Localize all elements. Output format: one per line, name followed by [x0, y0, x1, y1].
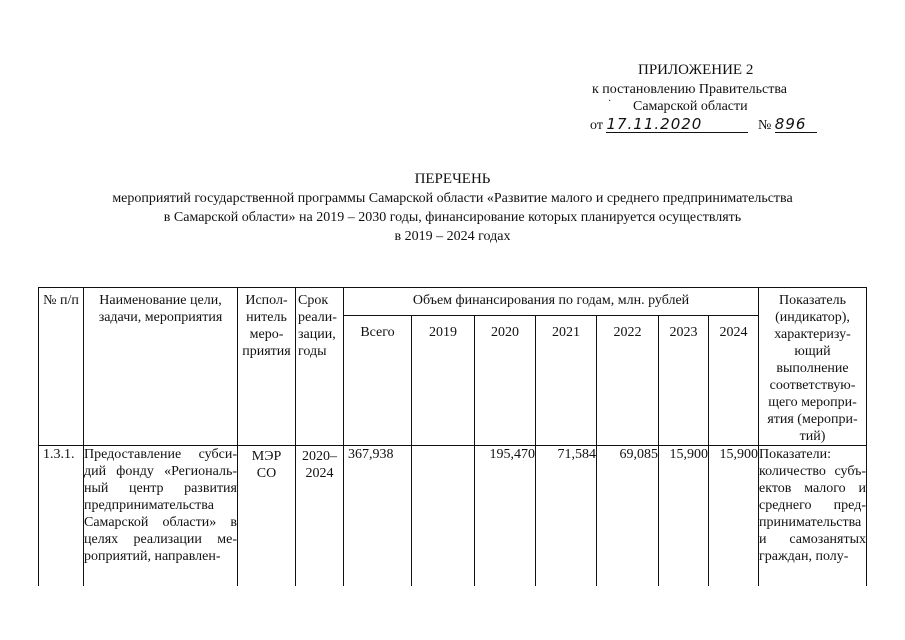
row-value-2024: 15,900: [709, 446, 759, 586]
header-indicator: Показатель (индикатор), характеризу-ющий выполнение соответствую-щего меропри-ятия (меропри-тий): [759, 288, 867, 446]
header-executor: Испол-нитель меро-приятия: [238, 288, 296, 446]
row-value-2021: 71,584: [536, 446, 597, 586]
row-indicator: Показатели: количество субъ-ектов малого и среднего пред-принимательства и самозанятых граждан, полу-: [759, 446, 867, 586]
header-col-2021: 2021: [536, 316, 597, 446]
heading-line-1: мероприятий государственной программы Самарской области «Развитие малого и среднего предпринимательства: [112, 191, 793, 206]
header-name: Наименование цели, задачи, мероприятия: [84, 288, 238, 446]
number-prefix: №: [757, 118, 772, 133]
header-term: Срок реали-зации, годы: [296, 288, 344, 446]
heading-line-3: в 2019 – 2024 годах: [394, 229, 511, 244]
row-name: Предоставление субси-дий фонду «Региональ-ный центр развития предпринимательства Самарской области» в целях реализации ме-роприятий, направлен-: [84, 446, 238, 586]
document-heading: [0, 170, 905, 246]
header-col-2024: 2024: [709, 316, 759, 446]
heading-line-2: в Самарской области» на 2019 – 2030 годы, финансирование которых планируется осуществлять: [163, 210, 742, 225]
handwritten-number: 896: [775, 117, 817, 133]
header-col-2020: 2020: [475, 316, 536, 446]
heading-title: ПЕРЕЧЕНЬ: [414, 171, 491, 187]
header-col-2019: 2019: [412, 316, 475, 446]
row-value-2022: 69,085: [597, 446, 659, 586]
row-term: 2020–2024: [296, 446, 344, 586]
table-row: [39, 446, 867, 586]
appendix-line-region: Самарской области: [633, 99, 748, 114]
row-num: 1.3.1.: [39, 446, 84, 586]
row-value-2023: 15,900: [659, 446, 709, 586]
date-prefix: от: [590, 118, 603, 133]
row-value-2020: 195,470: [475, 446, 536, 586]
appendix-line-resolution: к постановлению Правительства: [592, 82, 788, 97]
header-col-2023: 2023: [659, 316, 709, 446]
row-value-total: 367,938: [344, 446, 412, 586]
header-num: № п/п: [39, 288, 84, 446]
row-executor: МЭР СО: [238, 446, 296, 586]
handwritten-date: 17.11.2020: [606, 117, 748, 133]
appendix-date-line: [590, 117, 817, 134]
header-row-1: [39, 288, 867, 316]
header-col-2022: 2022: [597, 316, 659, 446]
row-value-2019: [412, 446, 475, 586]
stray-dot: ·: [608, 96, 612, 107]
appendix-title: ПРИЛОЖЕНИЕ 2: [638, 62, 754, 78]
header-col-total: Всего: [344, 316, 412, 446]
activities-table: [38, 287, 867, 586]
header-funding: Объем финансирования по годам, млн. рублей: [344, 288, 759, 316]
